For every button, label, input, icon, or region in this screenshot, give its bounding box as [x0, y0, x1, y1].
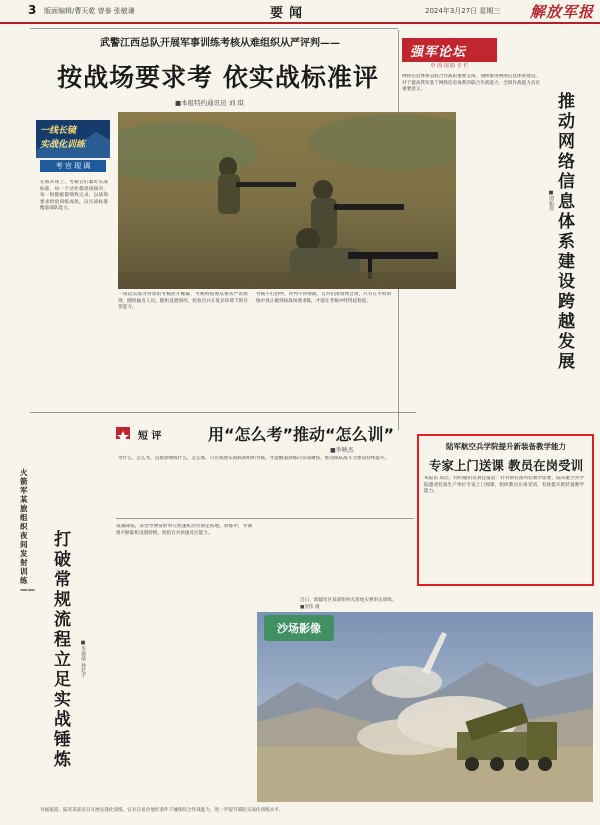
section-title: 要闻: [270, 6, 309, 21]
comment-divider: [116, 518, 414, 519]
short-comment-body: 考什么、怎么考，直接影响练什么、怎么练。只有按照实战标准组织考核，才能倒逼训练向实战聚焦，推动部队战斗力建设持续提升。: [118, 456, 390, 461]
column-badge: [36, 120, 110, 158]
photo-caption: 近日，新疆军区某部组织火箭炮实弹射击训练。: [300, 598, 397, 603]
highlight-body: 本报讯 郑浩、特约通讯员刘佳报道：针对新装备列装教学需要，陆军航空兵学院邀请装备生产单位专家上门授课，组织教员在岗受训，有效提升新装备教学能力。: [424, 476, 584, 495]
sandfield-badge-art: [264, 615, 334, 641]
section-divider: [30, 412, 416, 413]
short-comment-icon: [116, 427, 130, 439]
highlight-title: 专家上门送课 教员在岗受训: [428, 458, 584, 473]
badge-line-2: 实战化训练: [40, 140, 86, 150]
left-story-kicker: 火箭军某旅组织夜间发射训练——: [20, 468, 35, 594]
forum-title: 推动网络信息体系建设跨越发展: [558, 92, 575, 372]
photo-badge: [264, 615, 334, 641]
page-meta: 版面编辑/曹天乾 曾泰 张敏谦: [44, 7, 135, 15]
left-story-body: 夜幕降临，某型导弹发射单元快速机动至预定阵地。训练中，导调组不断临机设置特情，检验官兵快速反应能力。: [116, 524, 252, 536]
newspaper-logo: 解放军报: [530, 3, 595, 21]
badge-subtitle: 考 官 现 调: [40, 160, 106, 172]
page-number: 3: [28, 3, 37, 17]
left-story-author: ■李倩倩 孙廷宇: [80, 640, 86, 678]
forum-badge: [402, 38, 497, 62]
badge-line-1: 一线长镜: [40, 126, 77, 136]
main-body-col-1: 在练兵场上，考核官们紧盯实战标准，每一个动作都逐项核对，每一组数据都细致记录，以战场要求检验训练成效，以实战标准衡量部队能力。: [40, 180, 108, 212]
short-comment-author: ■李映杰: [330, 447, 354, 454]
forum-badge-label: 强军论坛: [410, 45, 467, 60]
main-body-col-2: 一场以实战为背景的考核拉开帷幕，考核组按照从难从严的原则，随机抽点人员、随机设置情况，检验官兵在复杂环境下的应变能力。: [118, 292, 248, 311]
date-line: 2024年3月27日 星期三: [425, 7, 501, 15]
footer-text: 另据报道，陆军某部近日开展实战化训练，官兵在复杂地形条件下锤炼综合作战能力，进一步提升部队实战化训练水平。: [40, 808, 284, 813]
highlight-kicker: 陆军航空兵学院提升新装备教学能力: [446, 442, 566, 451]
main-body-col-3: 考核不打招呼，评判不讲情面，官兵们深刻体会到，只有在平时训练中真正做到按战场要求练，才能在考核中经得起检验。: [256, 292, 391, 304]
top-rule: [30, 28, 398, 29]
short-comment-title: 用“怎么考”推动“怎么训”: [208, 425, 395, 444]
forum-badge-subtitle: 中 国 国 防 专 栏: [430, 63, 469, 69]
forum-author: ■谭振伟: [548, 190, 554, 211]
left-story-title: 打破常规流程 立足实战锤炼: [54, 530, 71, 770]
star-icon: [116, 430, 130, 442]
main-headline: 按战场要求考 依实战标准评: [57, 63, 379, 92]
short-comment-label: 短 评: [138, 431, 162, 442]
photo-badge-label: 沙场影像: [277, 622, 321, 635]
forum-body: 网络信息体系是联合作战的重要支撑，加快推进网络信息体系建设，对于提高我军基于网络信息体系的联合作战能力、全域作战能力具有重要意义。: [402, 74, 540, 93]
photo-credit: ■贺伟 摄: [300, 605, 320, 610]
main-kicker: 武警江西总队开展军事训练考核从难组织从严评判——: [100, 38, 340, 49]
main-byline: ■本报特约通讯员 刘 琪: [175, 99, 244, 107]
